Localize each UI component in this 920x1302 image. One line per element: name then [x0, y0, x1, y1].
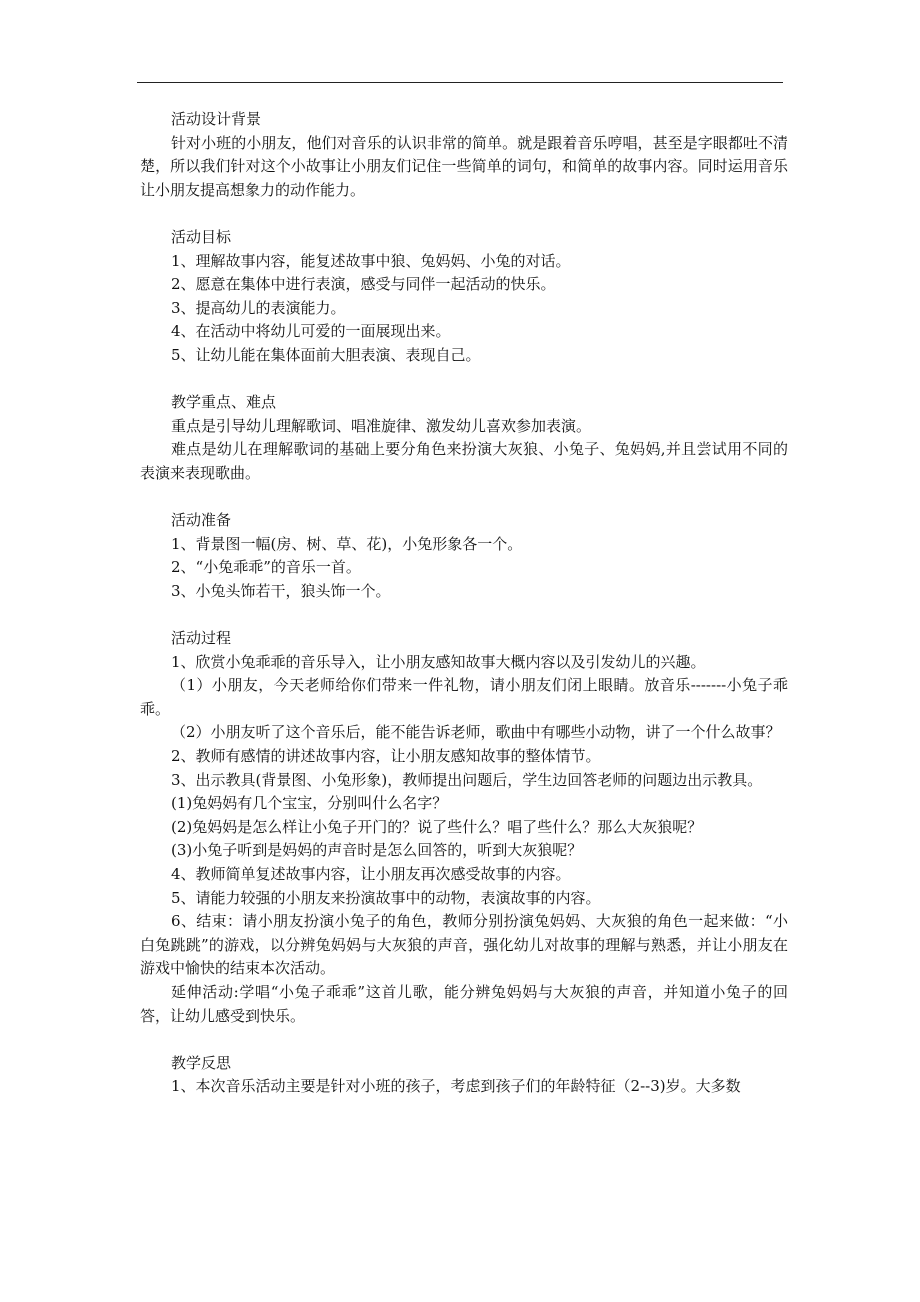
list-item: 1、欣赏小兔乖乖的音乐导入，让小朋友感知故事大概内容以及引发幼儿的兴趣。	[171, 652, 706, 671]
list-item: 2、教师有感情的讲述故事内容，让小朋友感知故事的整体情节。	[171, 747, 601, 766]
list-item: 3、出示教具(背景图、小兔形象)，教师提出问题后，学生边回答老师的问题边出示教具。	[171, 770, 763, 789]
section-goals	[140, 226, 788, 368]
header-rule	[137, 82, 783, 83]
section-gap	[140, 368, 788, 392]
section-gap	[140, 486, 788, 510]
list-item: 1、本次音乐活动主要是针对小班的孩子，考虑到孩子们的年龄特征（2--3)岁。大多数	[171, 1077, 741, 1096]
list-item: 2、“小兔乖乖”的音乐一首。	[171, 558, 361, 577]
list-item: 3、提高幼儿的表演能力。	[171, 298, 346, 317]
list-item: (2)兔妈妈是怎么样让小兔子开门的？说了些什么？唱了些什么？那么大灰狼呢？	[171, 817, 703, 836]
section-heading: 教学重点、难点	[171, 393, 277, 412]
section-gap	[140, 202, 788, 226]
section-heading: 教学反思	[171, 1053, 232, 1072]
section-heading: 活动目标	[171, 227, 232, 246]
list-item: 1、背景图一幅(房、树、草、花)，小兔形象各一个。	[171, 534, 523, 553]
section-background	[140, 108, 788, 202]
paragraph: 重点是引导幼儿理解歌词、唱准旋律、激发幼儿喜欢参加表演。	[171, 416, 592, 435]
list-item: 5、让幼儿能在集体面前大胆表演、表现自己。	[171, 345, 481, 364]
section-reflection	[140, 1052, 788, 1099]
list-item: 5、请能力较强的小朋友来扮演故事中的动物，表演故事的内容。	[171, 888, 601, 907]
list-item: （2）小朋友听了这个音乐后，能不能告诉老师，歌曲中有哪些小动物，讲了一个什么故事？	[171, 723, 781, 742]
list-item: 4、在活动中将幼儿可爱的一面展现出来。	[171, 322, 451, 341]
list-item: （1）小朋友，今天老师给你们带来一件礼物，请小朋友们闭上眼睛。放音乐-------小兔子乖乖。	[140, 676, 788, 718]
document-body	[140, 108, 788, 1099]
section-heading: 活动过程	[171, 629, 232, 648]
list-item: 6、结束：请小朋友扮演小兔子的角色，教师分别扮演兔妈妈、大灰狼的角色一起来做：“小白兔跳跳”的游戏，以分辨兔妈妈与大灰狼的声音，强化幼儿对故事的理解与熟悉，并让小朋友在游戏中愉快的结束本次活动。	[140, 912, 788, 978]
list-item: 延伸活动:学唱“小兔子乖乖”这首儿歌，能分辨兔妈妈与大灰狼的声音，并知道小兔子的回答，让幼儿感受到快乐。	[140, 982, 788, 1025]
section-preparation	[140, 509, 788, 603]
list-item: (1)兔妈妈有几个宝宝，分别叫什么名字？	[171, 794, 448, 813]
paragraph: 针对小班的小朋友，他们对音乐的认识非常的简单。就是跟着音乐哼唱，甚至是字眼都吐不清楚，所以我们针对这个小故事让小朋友们记住一些简单的词句，和简单的故事内容。同时运用音乐让小朋友提高想象力的动作能力。	[140, 133, 788, 199]
paragraph: 难点是幼儿在理解歌词的基础上要分角色来扮演大灰狼、小兔子、兔妈妈,并且尝试用不同的表演来表现歌曲。	[140, 440, 788, 482]
section-gap	[140, 603, 788, 627]
list-item: 3、小兔头饰若干，狼头饰一个。	[171, 581, 391, 600]
section-heading: 活动准备	[171, 511, 232, 530]
section-key-points	[140, 391, 788, 485]
list-item: 1、理解故事内容，能复述故事中狼、兔妈妈、小兔的对话。	[171, 251, 571, 270]
section-heading: 活动设计背景	[171, 110, 262, 128]
section-gap	[140, 1028, 788, 1052]
list-item: (3)小兔子听到是妈妈的声音时是怎么回答的，听到大灰狼呢？	[171, 841, 583, 860]
section-process	[140, 627, 788, 1028]
list-item: 2、愿意在集体中进行表演，感受与同伴一起活动的快乐。	[171, 275, 556, 294]
list-item: 4、教师简单复述故事内容，让小朋友再次感受故事的内容。	[171, 865, 571, 883]
